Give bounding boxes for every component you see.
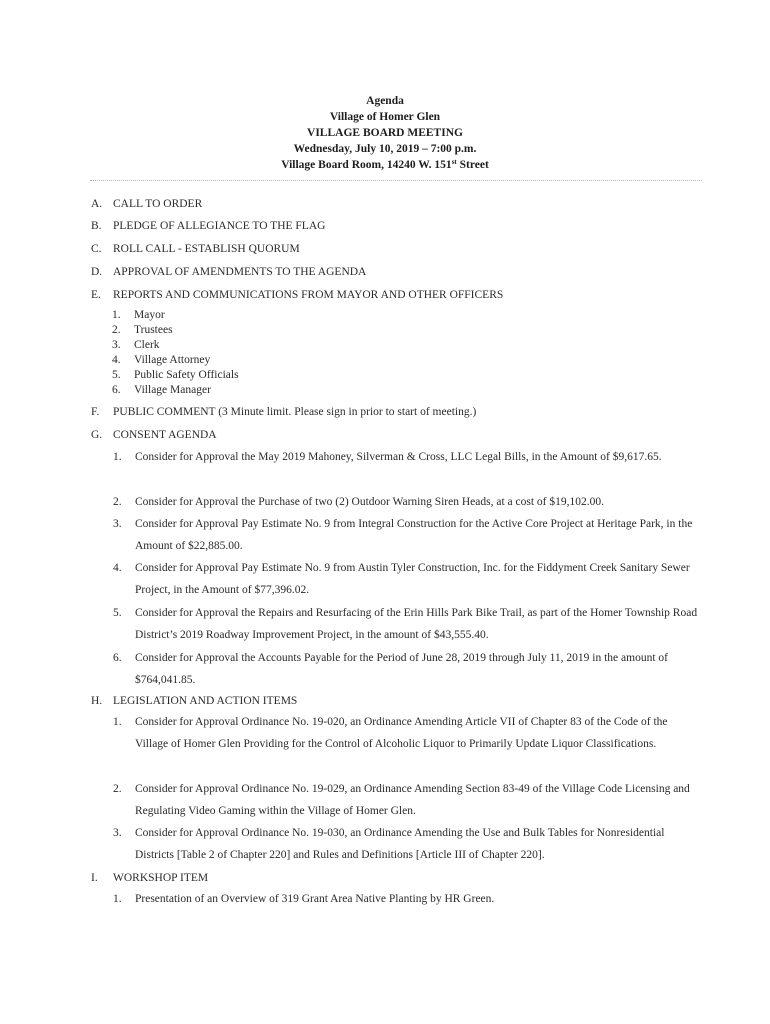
consent-item: 5. Consider for Approval the Repairs and Resurfacing of the Erin Hills Park Bike Trail, as part of the Homer Township Road District’s 2019 Roadway Improvement Project, in the amount of $43,555.40. [113, 607, 698, 641]
section-legislation: H. LEGISLATION AND ACTION ITEMS [91, 695, 298, 707]
section-reports: E. REPORTS AND COMMUNICATIONS FROM MAYOR AND OTHER OFFICERS [91, 289, 504, 301]
section-pledge: B. PLEDGE OF ALLEGIANCE TO THE FLAG [91, 220, 326, 232]
meeting-location: Village Board Room, 14240 W. 151st Street [281, 158, 489, 171]
consent-item: 4. Consider for Approval Pay Estimate No. 9 from Austin Tyler Construction, Inc. for the Fiddyment Creek Sanitary Sewer Project, in the Amount of $77,396.02. [113, 562, 690, 596]
section-roll-call: C. ROLL CALL - ESTABLISH QUORUM [91, 243, 300, 255]
section-amendments: D. APPROVAL OF AMENDMENTS TO THE AGENDA [91, 266, 367, 278]
meeting-date: Wednesday, July 10, 2019 – 7:00 p.m. [293, 143, 477, 155]
legislation-item: 3. Consider for Approval Ordinance No. 19-030, an Ordinance Amending the Use and Bulk Tables for Nonresidential Districts [Table 2 of Chapter 220] and Rules and Definitions [Article III of Chapter 220]. [113, 827, 665, 861]
section-public-comment: F. PUBLIC COMMENT (3 Minute limit. Please sign in prior to start of meeting.) [91, 406, 477, 418]
agenda-title: Agenda [366, 95, 404, 107]
section-call-to-order: A. CALL TO ORDER [91, 198, 203, 210]
village-name: Village of Homer Glen [329, 111, 441, 123]
workshop-item: 1. Presentation of an Overview of 319 Grant Area Native Planting by HR Green. [113, 893, 495, 905]
section-workshop: I. WORKSHOP ITEM [91, 872, 209, 884]
agenda-header [0, 93, 770, 173]
list-item: 1. Mayor [112, 309, 165, 321]
legislation-item: 1. Consider for Approval Ordinance No. 19-020, an Ordinance Amending Article VII of Chapter 83 of the Code of the Village of Homer Glen Providing for the Control of Alcoholic Liquor to Primarily Update Liquor Classifications. [113, 716, 668, 750]
consent-item: 2. Consider for Approval the Purchase of two (2) Outdoor Warning Siren Heads, at a cost of $19,102.00. [113, 496, 604, 508]
list-item: 2. Trustees [112, 324, 173, 336]
consent-item: 6. Consider for Approval the Accounts Payable for the Period of June 28, 2019 through July 11, 2019 in the amount of $764,041.85. [113, 652, 668, 686]
legislation-item: 2. Consider for Approval Ordinance No. 19-029, an Ordinance Amending Section 83-49 of the Village Code Licensing and Regulating Video Gaming within the Village of Homer Glen. [113, 783, 690, 817]
list-item: 5. Public Safety Officials [112, 369, 239, 381]
list-item: 6. Village Manager [112, 384, 211, 396]
header-divider [90, 180, 702, 181]
list-item: 4. Village Attorney [112, 354, 211, 366]
consent-item: 1. Consider for Approval the May 2019 Mahoney, Silverman & Cross, LLC Legal Bills, in the Amount of $9,617.65. [113, 451, 662, 463]
meeting-type: VILLAGE BOARD MEETING [307, 127, 463, 139]
section-consent-agenda: G. CONSENT AGENDA [91, 429, 217, 441]
consent-item: 3. Consider for Approval Pay Estimate No. 9 from Integral Construction for the Active Core Project at Heritage Park, in the Amount of $22,885.00. [113, 518, 693, 552]
list-item: 3. Clerk [112, 339, 160, 351]
